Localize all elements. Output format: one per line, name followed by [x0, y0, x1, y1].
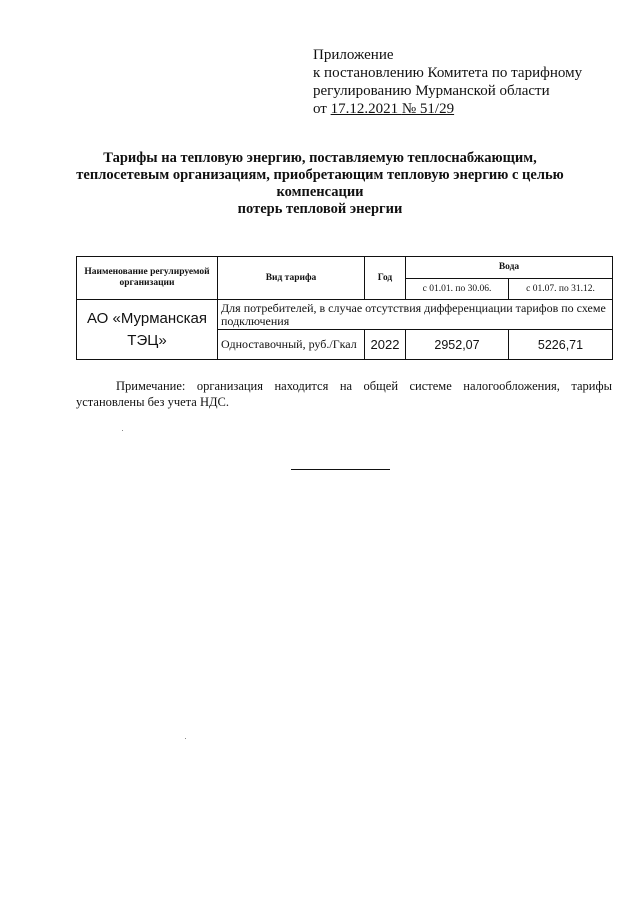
- end-divider: [291, 469, 390, 470]
- header-tariff-type: Вид тарифа: [218, 257, 365, 300]
- value-period-1-cell: 2952,07: [406, 330, 509, 360]
- tariff-type-cell: Одноставочный, руб./Гкал: [218, 330, 365, 360]
- header-period-2: с 01.07. по 31.12.: [509, 278, 613, 300]
- title-line-2: теплосетевым организациям, приобретающим тепловую энергию с целью: [76, 167, 564, 183]
- value-period-2-cell: 5226,71: [509, 330, 613, 360]
- scan-speck: [122, 430, 123, 431]
- appendix-line-2: к постановлению Комитета по тарифному: [313, 65, 583, 81]
- title-line-4: потерь тепловой энергии: [237, 201, 403, 217]
- title-line-1: Тарифы на тепловую энергию, поставляемую теплоснабжающим,: [103, 150, 537, 166]
- note-line-1: Примечание: организация находится на общей системе налогообложения, тарифы: [116, 379, 612, 393]
- header-org-name: Наименование регулируемой организации: [77, 257, 218, 300]
- note-line-2: установлены без учета НДС.: [76, 395, 229, 409]
- document-title: [60, 150, 580, 218]
- header-period-1: с 01.01. по 30.06.: [406, 278, 509, 300]
- appendix-title: Приложение: [313, 47, 394, 63]
- header-year: Год: [365, 257, 406, 300]
- appendix-line-3: регулированию Мурманской области: [313, 83, 550, 99]
- scan-speck: [185, 738, 186, 739]
- title-line-3: компенсации: [276, 184, 364, 200]
- appendix-date: 17.12.2021: [330, 101, 402, 117]
- description-cell: Для потребителей, в случае отсутствия дифференциации тарифов по схеме подключения: [218, 300, 613, 330]
- appendix-date-line: [313, 100, 582, 118]
- table-header-row: [77, 257, 613, 279]
- appendix-number: № 51/29: [401, 101, 455, 117]
- tariff-table: [76, 256, 613, 360]
- appendix-block: [313, 46, 582, 118]
- year-cell: 2022: [365, 330, 406, 360]
- header-water: Вода: [406, 257, 613, 279]
- appendix-date-prefix: от: [313, 101, 331, 117]
- table-row: [77, 300, 613, 330]
- org-name-cell: АО «Мурманская ТЭЦ»: [77, 300, 218, 360]
